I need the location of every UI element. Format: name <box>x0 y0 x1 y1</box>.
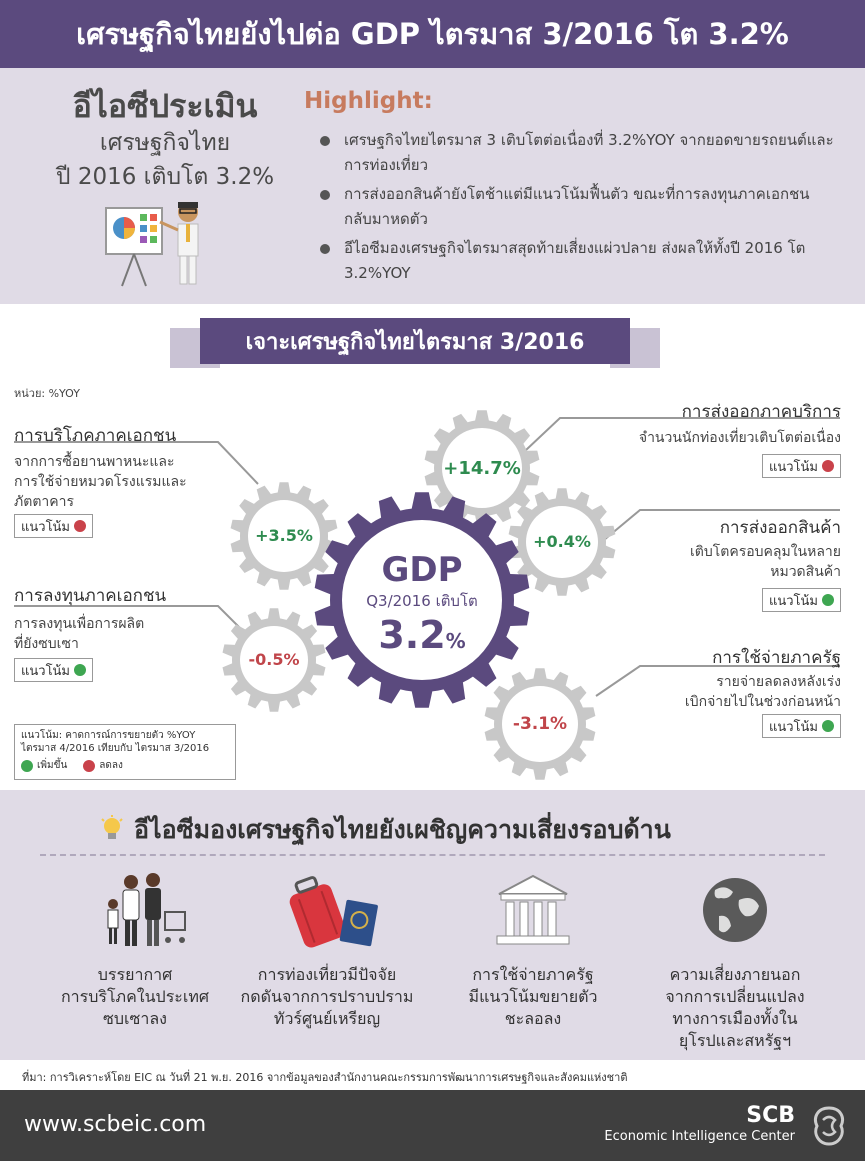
website-link[interactable]: www.scbeic.com <box>24 1112 207 1137</box>
trend-up-dot-icon <box>822 720 834 732</box>
gov-spending-title: การใช้จ่ายภาครัฐ <box>712 648 841 668</box>
breakdown-section <box>0 304 865 790</box>
trend-badge <box>762 588 841 612</box>
risk-caption <box>40 964 230 1030</box>
caption-line: การใช้จ่ายภาครัฐ <box>472 965 594 984</box>
legend-row <box>21 759 229 772</box>
desc-line: ภัตตาคาร <box>14 494 75 510</box>
private-consumption-title: การบริโภคภาคเอกชน <box>14 426 177 446</box>
legend-down <box>83 759 123 772</box>
dashed-divider <box>40 854 825 856</box>
trend-badge <box>14 658 93 682</box>
caption-line: ทัวร์ศูนย์เหรียญ <box>273 1009 381 1028</box>
risk-item-consumption <box>40 870 230 1030</box>
trend-up-dot-icon <box>74 664 86 676</box>
risk-item-government <box>438 870 628 1030</box>
gdp-center <box>338 550 506 666</box>
footer <box>0 1090 865 1161</box>
source-note: ที่มา: การวิเคราะห์โดย EIC ณ วันที่ 21 พ.ย. 2016 จากข้อมูลของสำนักงานคณะกรรมการพัฒนาการเศรษฐกิจและสังคมแห่งชาติ <box>22 1071 628 1084</box>
highlight-list <box>316 128 836 290</box>
gear-value-private-investment: -0.5% <box>248 650 300 669</box>
desc-line: จำนวนนักท่องเที่ยวเติบโตต่อเนื่อง <box>638 430 841 446</box>
gdp-sub: Q3/2016 เติบโต <box>366 592 478 610</box>
caption-line: มีแนวโน้มขยายตัว <box>468 987 598 1006</box>
gear-value-gov-spending: -3.1% <box>512 714 568 734</box>
risk-caption <box>640 964 830 1052</box>
caption-line: การบริโภคในประเทศ <box>60 987 210 1006</box>
globe-icon <box>675 870 795 950</box>
intro-section <box>0 68 865 304</box>
risk-item-external <box>640 870 830 1052</box>
risks-heading-text: อีไอซีมองเศรษฐกิจไทยยังเผชิญความเสี่ยงรอบด้าน <box>134 815 671 844</box>
gdp-pct: % <box>445 629 466 653</box>
brand <box>604 1104 795 1146</box>
desc-line: การลงทุนเพื่อการผลิต <box>14 616 145 632</box>
caption-line: ความเสี่ยงภายนอก <box>669 965 801 984</box>
caption-line: ชะลอลง <box>504 1009 562 1028</box>
trend-label: แนวโน้ม <box>768 719 818 735</box>
family-icon <box>75 870 195 950</box>
desc-line: การใช้จ่ายหมวดโรงแรมและ <box>14 474 187 490</box>
intro-title-line1: อีไอซีประเมิน <box>72 87 258 125</box>
caption-line: ทางการเมืองทั้งใน <box>672 1009 798 1028</box>
presenter-illustration-icon <box>104 198 214 288</box>
trend-badge <box>14 514 93 538</box>
legend-down-label: ลดลง <box>99 760 123 771</box>
brand-name: SCB <box>746 1103 795 1128</box>
intro-title-line2: เศรษฐกิจไทย <box>99 130 231 156</box>
desc-line: เติบโตครอบคลุมในหลาย <box>689 544 841 560</box>
desc-line: หมวดสินค้า <box>770 564 841 580</box>
scb-logo-icon <box>807 1104 851 1148</box>
caption-line: การท่องเที่ยวมีปัจจัย <box>257 965 397 984</box>
highlight-label: Highlight: <box>304 88 433 114</box>
desc-line: เบิกจ่ายไปในช่วงก่อนหน้า <box>684 694 841 710</box>
desc-line: จากการซื้อยานพาหนะและ <box>14 454 175 470</box>
caption-line: ซบเซาลง <box>103 1009 167 1028</box>
trend-down-dot-icon <box>74 520 86 532</box>
risk-caption <box>232 964 422 1030</box>
legend-up <box>21 759 67 772</box>
trend-up-dot-icon <box>822 594 834 606</box>
legend-up-label: เพิ่มขึ้น <box>37 760 68 771</box>
risk-caption <box>438 964 628 1030</box>
gov-spending-desc <box>685 672 841 712</box>
trend-badge <box>762 454 841 478</box>
gear-value-private-consumption: +3.5% <box>255 526 313 545</box>
trend-down-dot-icon <box>822 460 834 472</box>
gear-value-service-exports: +14.7% <box>443 458 521 479</box>
caption-line: บรรยากาศ <box>97 965 173 984</box>
caption-line: ยุโรปและสหรัฐฯ <box>678 1031 792 1050</box>
section-ribbon: เจาะเศรษฐกิจไทยไตรมาส 3/2016 <box>200 318 630 364</box>
caption-line: กดดันจากการปราบปราม <box>240 987 414 1006</box>
gear-value-goods-exports: +0.4% <box>533 532 591 551</box>
gdp-value-row <box>338 612 506 666</box>
private-consumption-desc <box>14 452 234 512</box>
trend-up-dot-icon <box>21 760 33 772</box>
private-investment-title: การลงทุนภาคเอกชน <box>14 586 167 606</box>
trend-label: แนวโน้ม <box>768 593 818 609</box>
desc-line: รายจ่ายลดลงหลังเร่ง <box>716 674 841 690</box>
service-exports-title: การส่งออกภาคบริการ <box>681 402 841 422</box>
goods-exports-desc <box>690 542 841 582</box>
private-investment-desc <box>14 614 214 654</box>
risks-section <box>0 790 865 1060</box>
trend-legend <box>14 724 236 780</box>
trend-badge <box>762 714 841 738</box>
page-title: เศรษฐกิจไทยยังไปต่อ GDP ไตรมาส 3/2016 โต 3.2% <box>0 0 865 68</box>
government-building-icon <box>473 870 593 950</box>
legend-line: ไตรมาส 4/2016 เทียบกับ ไตรมาส 3/2016 <box>21 743 210 754</box>
highlight-item: การส่งออกสินค้ายังโตช้าแต่มีแนวโน้มฟื้นตัว ขณะที่การลงทุนภาคเอกชนกลับมาหดตัว <box>316 182 836 232</box>
risk-item-tourism <box>232 870 422 1030</box>
service-exports-desc <box>639 428 841 448</box>
desc-line: ที่ยังซบเซา <box>14 636 79 652</box>
goods-exports-title: การส่งออกสินค้า <box>719 518 841 538</box>
trend-label: แนวโน้ม <box>21 663 71 679</box>
trend-label: แนวโน้ม <box>768 459 818 475</box>
risks-heading <box>100 810 671 850</box>
unit-label: หน่วย: %YOY <box>14 387 80 400</box>
highlight-item: อีไอซีมองเศรษฐกิจไตรมาสสุดท้ายเสี่ยงแผ่วปลาย ส่งผลให้ทั้งปี 2016 โต 3.2%YOY <box>316 236 836 286</box>
gdp-label: GDP <box>381 550 463 590</box>
lightbulb-icon <box>100 815 124 845</box>
highlight-item: เศรษฐกิจไทยไตรมาส 3 เติบโตต่อเนื่องที่ 3.2%YOY จากยอดขายรถยนต์และการท่องเที่ยว <box>316 128 836 178</box>
intro-title-line3: ปี 2016 เติบโต 3.2% <box>55 164 275 190</box>
intro-title <box>40 86 290 194</box>
trend-label: แนวโน้ม <box>21 519 71 535</box>
caption-line: จากการเปลี่ยนแปลง <box>665 987 805 1006</box>
legend-line: แนวโน้ม: คาดการณ์การขยายตัว %YOY <box>21 730 196 741</box>
trend-down-dot-icon <box>83 760 95 772</box>
brand-sub: Economic Intelligence Center <box>604 1129 795 1144</box>
suitcase-passport-icon <box>267 870 387 950</box>
gdp-value: 3.2 <box>378 613 446 657</box>
